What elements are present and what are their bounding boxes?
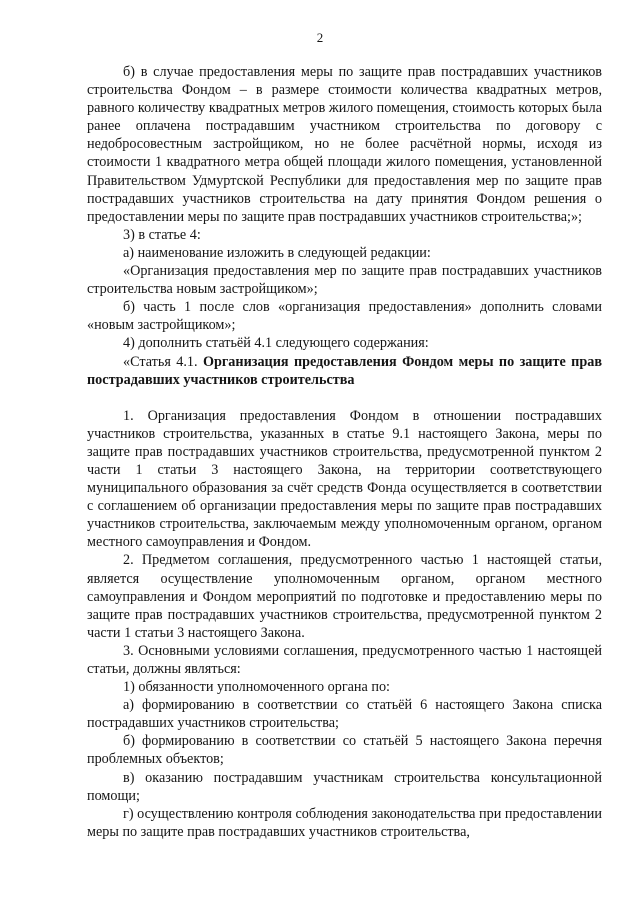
page-number: 2: [316, 30, 324, 45]
article-heading: [87, 353, 602, 389]
paragraph: 3. Основными условиями соглашения, предусмотренного частью 1 настоящей статьи, должны являться:: [87, 642, 602, 677]
article-heading-prefix: «Статья 4.1.: [123, 353, 203, 370]
paragraph: 1) обязанности уполномоченного органа по:: [123, 679, 390, 696]
paragraph: 2. Предметом соглашения, предусмотренного частью 1 настоящей статьи, является осуществление уполномоченным органом, органом местного самоуправления и Фондом мероприятий по подготовке и предоставлению меры по защите прав пострадавших участников строительства, предусмотренной пунктом 2 части 1 статьи 3 настоящего Закона.: [87, 552, 602, 641]
paragraph: 4) дополнить статьёй 4.1 следующего содержания:: [123, 335, 429, 352]
paragraph: а) наименование изложить в следующей редакции:: [123, 244, 431, 261]
paragraph: «Организация предоставления мер по защите прав пострадавших участников строительства новым застройщиком»;: [87, 263, 602, 298]
blank-line: [87, 389, 602, 407]
paragraph: б) формированию в соответствии со статьёй 5 настоящего Закона перечня проблемных объектов;: [87, 733, 602, 768]
paragraph: б) в случае предоставления меры по защите прав пострадавших участников строительства Фондом – в размере стоимости количества квадратных метров, равного количеству квадратных метров жилого помещения, стоимость которых была ранее оплачена пострадавшим участником строительства по договору с недобросовестным застройщиком, но не более расчётной нормы, исходя из стоимости 1 квадратного метра общей площади жилого помещения, установленной Правительством Удмуртской Республики для предоставления мер по защите прав пострадавших участников строительства на дату принятия Фондом решения о предоставлении меры по защите прав пострадавших участников строительства;»;: [87, 64, 602, 225]
paragraph: 3) в статье 4:: [123, 226, 201, 243]
paragraph: 1. Организация предоставления Фондом в отношении пострадавших участников строительства, указанных в статье 9.1 настоящего Закона, меры по защите прав пострадавших участников строительства, предусмотренной пунктом 2 части 1 статьи 3 настоящего Закона, на территории соответствующего муниципального образования за счёт средств Фонда осуществляется в соответствии с соглашением об организации предоставления меры по защите прав пострадавших участников строительства, заключаемым между уполномоченным органом, органом местного самоуправления и Фондом.: [87, 407, 602, 551]
paragraph: в) оказанию пострадавшим участникам строительства консультационной помощи;: [87, 769, 602, 804]
article-heading-title: Организация предоставления Фондом меры по защите прав пострадавших участников строительства: [87, 353, 602, 388]
paragraph: г) осуществлению контроля соблюдения законодательства при предоставлении меры по защите прав пострадавших участников строительства,: [87, 805, 602, 840]
document-body: [87, 63, 602, 841]
paragraph: б) часть 1 после слов «организация предоставления» дополнить словами «новым застройщиком»;: [87, 299, 602, 334]
paragraph: а) формированию в соответствии со статьёй 6 настоящего Закона списка пострадавших участников строительства;: [87, 697, 602, 732]
